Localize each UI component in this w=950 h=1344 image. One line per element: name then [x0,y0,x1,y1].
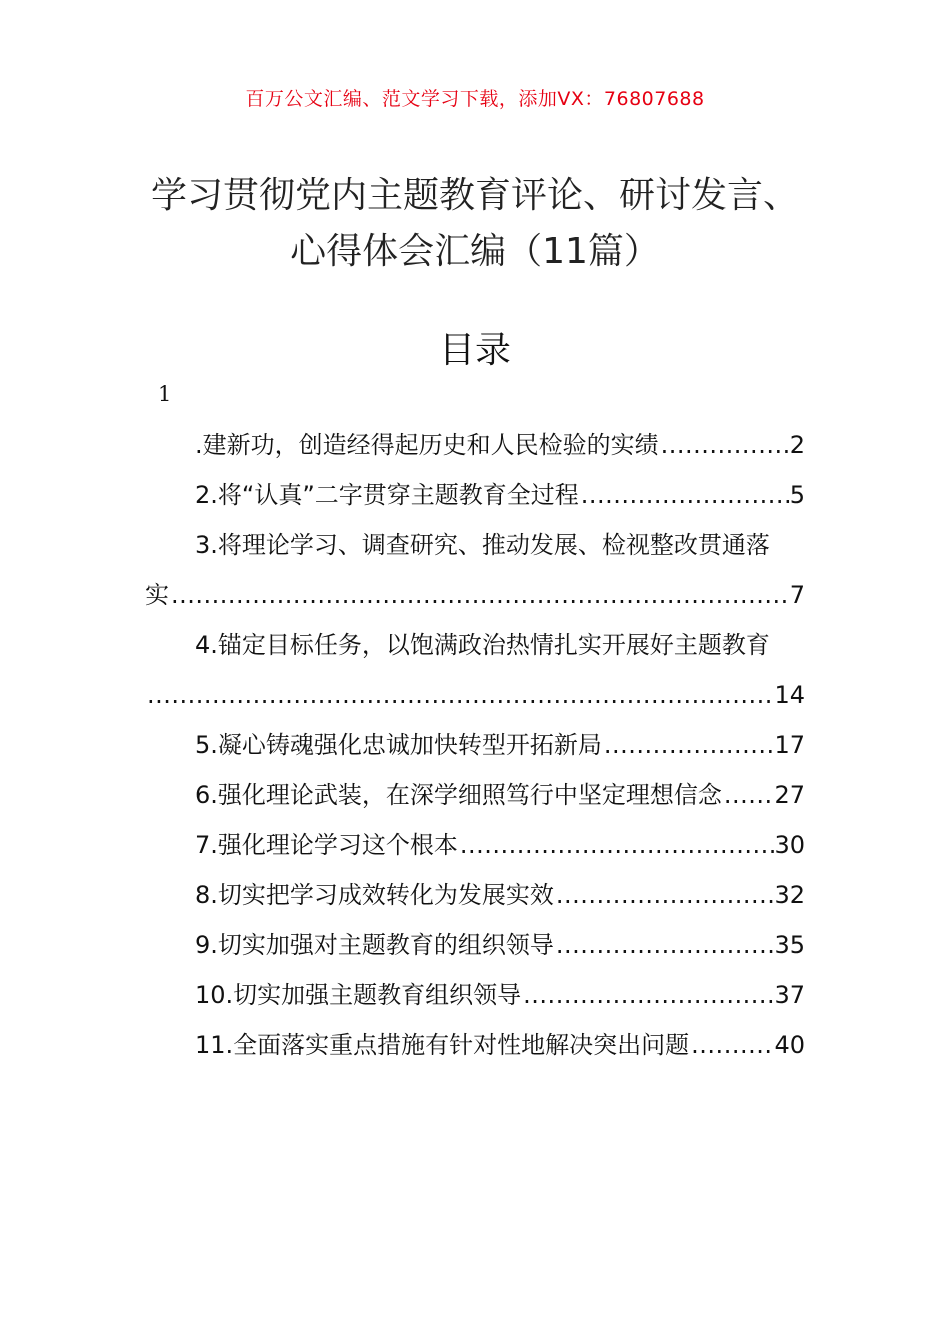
toc-entry-page: 7 [789,581,805,609]
toc-leader-dots [521,970,774,1020]
toc-entry-2[interactable] [145,470,805,520]
toc-leader-dots [145,670,774,720]
toc-entry-4-continuation[interactable] [145,670,805,720]
toc-entry-title: 10.切实加强主题教育组织领导 [195,981,522,1009]
toc-entry-title: 2.将“认真”二字贯穿主题教育全过程 [195,481,579,509]
toc-entry-title: 11.全面落实重点措施有针对性地解决突出问题 [195,1031,690,1059]
document-title-line-2: 心得体会汇编（11篇） [290,231,660,272]
toc-entry-7[interactable] [145,820,805,870]
toc-leader-dots [722,770,775,820]
toc-heading: 目录 [438,330,511,371]
toc-entry-title: 8.切实把学习成效转化为发展实效 [195,881,554,909]
toc-entry-title: 9.切实加强对主题教育的组织领导 [195,931,554,959]
toc-entry-title: 7.强化理论学习这个根本 [195,831,458,859]
toc-entry-title: 5.凝心铸魂强化忠诚加快转型开拓新局 [195,731,602,759]
toc-entry-1[interactable] [145,420,805,470]
toc-entry-3[interactable] [145,520,805,570]
document-title-line-1: 学习贯彻党内主题教育评论、研讨发言、 [150,175,799,216]
toc-stray-number: 1 [158,382,172,406]
toc-entry-5[interactable] [145,720,805,770]
toc-leader-dots [554,870,775,920]
toc-entry-title: .建新功，创造经得起历史和人民检验的实绩 [195,431,659,459]
toc-entry-11[interactable] [145,1020,805,1070]
toc-leader-dots [689,1020,774,1070]
toc-entry-10[interactable] [145,970,805,1020]
toc-entry-continuation: 实 [145,581,169,609]
toc-entry-title: 3.将理论学习、调查研究、推动发展、检视整改贯通落 [195,531,770,559]
toc-leader-dots [458,820,775,870]
toc-leader-dots [579,470,790,520]
toc-entry-page: 32 [774,881,805,909]
toc-entry-page: 2 [789,431,805,459]
toc-entry-6[interactable] [145,770,805,820]
header-note: 百万公文汇编、范文学习下载，添加VX：76807688 [245,88,705,110]
toc-entry-page: 35 [774,931,805,959]
toc-entry-page: 17 [774,731,805,759]
toc-leader-dots [169,570,790,620]
toc-entry-page: 14 [774,681,805,709]
toc-entry-title: 6.强化理论武装，在深学细照笃行中坚定理想信念 [195,781,722,809]
toc-entry-page: 27 [774,781,805,809]
toc-entry-9[interactable] [145,920,805,970]
table-of-contents [145,420,805,1070]
document-title [100,168,850,280]
toc-entry-3-continuation[interactable] [145,570,805,620]
toc-leader-dots [602,720,775,770]
toc-leader-dots [554,920,775,970]
toc-entry-page: 5 [789,481,805,509]
toc-entry-page: 40 [774,1031,805,1059]
toc-entry-4[interactable] [145,620,805,670]
toc-entry-page: 37 [774,981,805,1009]
toc-entry-page: 30 [774,831,805,859]
toc-leader-dots [659,420,790,470]
toc-entry-8[interactable] [145,870,805,920]
toc-entry-title: 4.锚定目标任务，以饱满政治热情扎实开展好主题教育 [195,631,770,659]
